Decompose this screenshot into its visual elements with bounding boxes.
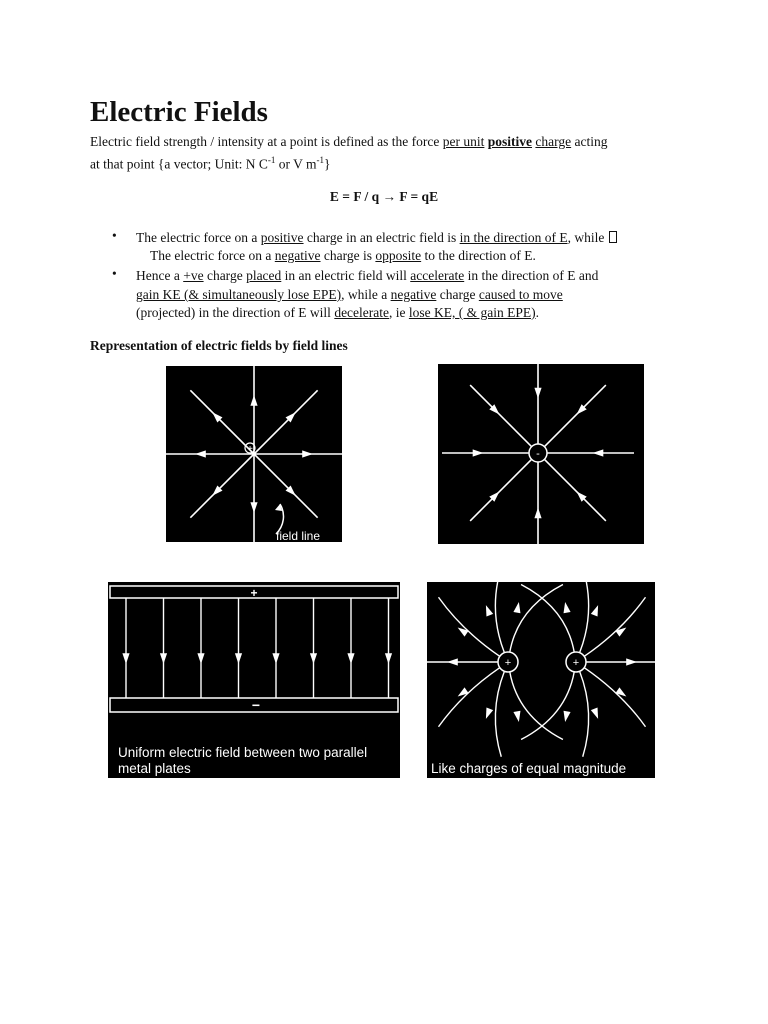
right-charge-symbol: + bbox=[572, 657, 580, 669]
bullet-marker-1: • bbox=[112, 228, 117, 243]
section-heading: Representation of electric fields by field lines bbox=[90, 338, 348, 353]
left-charge-arrowhead bbox=[486, 605, 493, 616]
right-charge-arrowhead bbox=[615, 687, 626, 696]
formula: E = F / q → F = qE bbox=[329, 189, 439, 204]
right-charge-field-line bbox=[580, 671, 589, 756]
figure-parallel-plates bbox=[108, 582, 400, 778]
figure-negative-charge bbox=[438, 364, 644, 544]
field-line-label: field line bbox=[276, 529, 321, 542]
charge-symbol: - bbox=[536, 448, 540, 460]
figure-like-charges bbox=[427, 582, 655, 778]
bullet-2-line-1: Hence a +ve charge placed in an electric field will accelerate in the direction of E and bbox=[136, 268, 599, 283]
bottom-plate-sign: − bbox=[251, 697, 261, 713]
left-charge-arrowhead bbox=[486, 707, 493, 718]
right-charge-arrowhead bbox=[591, 605, 598, 616]
left-charge-field-line bbox=[495, 582, 504, 653]
figure-positive-charge bbox=[166, 366, 342, 542]
negative-field-line bbox=[544, 385, 606, 447]
right-charge-field-line bbox=[521, 585, 574, 653]
left-charge-field-line bbox=[438, 668, 499, 727]
negative-charge-field-diagram bbox=[438, 364, 644, 544]
plates-caption-line-1: Uniform electric field between two parallel bbox=[118, 745, 368, 760]
left-charge-field-line bbox=[495, 671, 504, 756]
negative-field-line bbox=[470, 385, 532, 447]
left-charge-arrowhead bbox=[513, 602, 520, 613]
charge-symbol: + bbox=[247, 444, 253, 455]
positive-charge-field-diagram bbox=[166, 366, 342, 542]
left-charge-arrowhead bbox=[458, 687, 469, 696]
bullet-2-line-3: (projected) in the direction of E will decelerate, ie lose KE, ( & gain EPE). bbox=[136, 305, 539, 320]
left-charge-field-line bbox=[438, 597, 499, 656]
positive-field-line bbox=[190, 390, 254, 454]
left-charge-field-line bbox=[510, 672, 563, 740]
definition-line-1: Electric field strength / intensity at a point is defined as the force per unit positive charge acting bbox=[90, 134, 608, 149]
right-charge-arrowhead bbox=[564, 711, 571, 722]
bullet-marker-2: • bbox=[112, 266, 117, 281]
right-charge-field-line bbox=[584, 597, 645, 656]
plates-caption-line-2: metal plates bbox=[118, 761, 191, 776]
definition-line-2: at that point {a vector; Unit: N $C^{-1}$ or V $m^{-1}$} bbox=[90, 155, 331, 172]
negative-field-line bbox=[544, 459, 606, 521]
positive-field-line bbox=[190, 454, 254, 518]
right-charge-arrowhead bbox=[615, 628, 626, 637]
left-charge-field-line bbox=[510, 585, 563, 653]
page-title: Electric Fields bbox=[90, 96, 268, 128]
right-charge-field-line bbox=[521, 672, 574, 740]
negative-field-line bbox=[470, 459, 532, 521]
positive-field-line bbox=[254, 390, 318, 454]
bullet-1-line-2: The electric force on a negative charge is opposite to the direction of E. bbox=[150, 248, 536, 263]
right-charge-arrowhead bbox=[564, 602, 571, 613]
missing-glyph-box bbox=[609, 231, 617, 243]
top-plate-sign: + bbox=[250, 586, 258, 600]
bullet-1-line-1: The electric force on a positive charge in an electric field is in the direction of E, while bbox=[136, 228, 696, 247]
left-charge-arrowhead bbox=[513, 711, 520, 722]
like-charges-caption: Like charges of equal magnitude bbox=[431, 761, 627, 776]
right-charge-field-line bbox=[580, 582, 589, 653]
left-charge-arrowhead bbox=[458, 628, 469, 637]
like-charges-field-diagram bbox=[427, 582, 655, 778]
right-charge-field-line bbox=[584, 668, 645, 727]
bullet-2-line-2: gain KE (& simultaneously lose EPE), while a negative charge caused to move bbox=[136, 287, 563, 302]
left-charge-symbol: + bbox=[504, 657, 512, 669]
positive-field-line bbox=[254, 454, 318, 518]
right-charge-arrowhead bbox=[591, 707, 598, 718]
